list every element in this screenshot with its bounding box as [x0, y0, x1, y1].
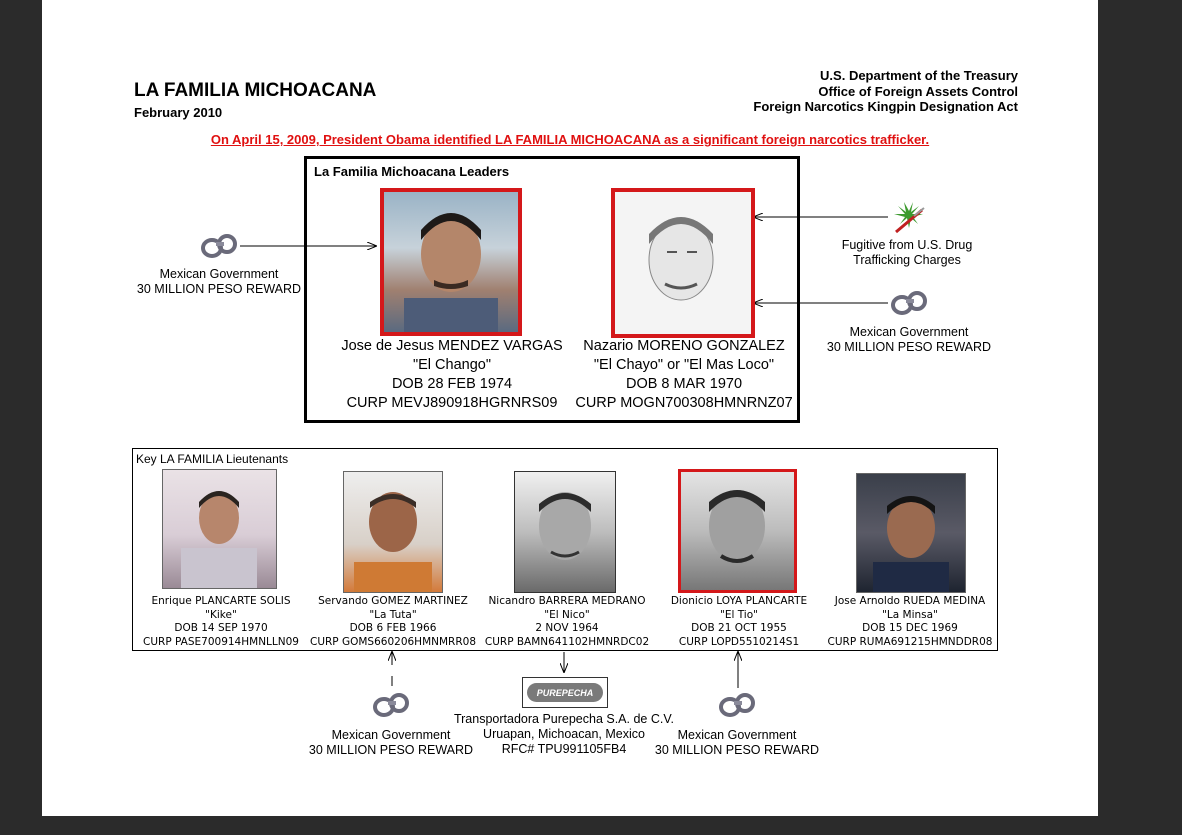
leader-sketch: [611, 188, 755, 338]
leader-curp: CURP MEVJ890918HGRNRS09: [346, 395, 558, 411]
lieutenant-curp: CURP RUMA691215HMNDDR08: [827, 635, 993, 648]
lieutenant-dob: 2 NOV 1964: [535, 622, 599, 634]
handcuffs-icon: [200, 231, 240, 263]
left-reward-note: [124, 267, 314, 297]
leader-name: Jose de Jesus MENDEZ VARGAS: [341, 338, 563, 354]
company-name: Transportadora Purepecha S.A. de C.V.: [453, 712, 675, 726]
lieutenant-curp: CURP BAMN641102HMNRDC02: [484, 635, 650, 648]
leader-info: [559, 337, 809, 413]
leader-alias: "El Chayo" or "El Mas Loco": [593, 357, 775, 373]
lieutenant-info: [479, 595, 655, 649]
lieutenant-alias: "El Nico": [544, 608, 590, 621]
lieutenant-curp: CURP PASE700914HMNLLN09: [143, 635, 299, 648]
lieutenant-curp: CURP GOMS660206HMNMRR08: [309, 635, 476, 648]
leader-curp: CURP MOGN700308HMNRNZ07: [575, 395, 793, 411]
person-sketch: [615, 192, 751, 334]
fugitive-line-1: Fugitive from U.S. Drug: [841, 238, 973, 252]
lieutenant-dob: DOB 6 FEB 1966: [349, 622, 437, 634]
bottom-reward-2-line-2: 30 MILLION PESO REWARD: [654, 743, 820, 757]
lieutenant-name: Enrique PLANCARTE SOLIS: [151, 595, 291, 607]
lieutenant-alias: "La Tuta": [369, 608, 417, 621]
lieutenant-dob: DOB 14 SEP 1970: [174, 622, 268, 634]
left-reward-line-2: 30 MILLION PESO REWARD: [136, 282, 302, 296]
bottom-reward-1-line-2: 30 MILLION PESO REWARD: [308, 743, 474, 757]
lieutenant-curp: CURP LOPD5510214S1: [678, 635, 800, 648]
fugitive-line-2: Trafficking Charges: [853, 253, 961, 267]
handcuffs-icon: [890, 288, 930, 320]
designation-banner: On April 15, 2009, President Obama identified LA FAMILIA MICHOACANA as a significant foreign narcotics trafficker.: [210, 132, 930, 147]
left-reward-line-1: Mexican Government: [159, 267, 279, 281]
lieutenant-photo: [678, 469, 797, 593]
person-portrait: [681, 472, 794, 590]
agency-line-2: Office of Foreign Assets Control: [818, 83, 1018, 99]
document-page: [42, 0, 1098, 816]
fugitive-note: [822, 238, 992, 268]
person-portrait: [857, 474, 965, 592]
lieutenant-dob: DOB 21 OCT 1955: [691, 622, 787, 634]
lieutenant-info: [133, 595, 309, 649]
lieutenant-photo: [343, 471, 443, 593]
lieutenant-photo: [162, 469, 277, 589]
lieutenants-title: Key LA FAMILIA Lieutenants: [136, 452, 289, 466]
leader-dob: DOB 8 MAR 1970: [625, 376, 743, 392]
lieutenant-info: [823, 595, 997, 649]
lieutenant-name: Servando GOMEZ MARTINEZ: [318, 595, 468, 607]
lieutenant-name: Jose Arnoldo RUEDA MEDINA: [834, 595, 986, 607]
leader-dob: DOB 28 FEB 1974: [391, 376, 513, 392]
document-date: February 2010: [134, 105, 223, 120]
person-portrait: [344, 472, 442, 592]
lieutenants-panel: [132, 448, 998, 651]
person-portrait: [515, 472, 615, 592]
person-portrait: [163, 470, 276, 588]
leader-photo: [380, 188, 522, 336]
lieutenant-photo: [856, 473, 966, 593]
company-rfc: RFC# TPU991105FB4: [501, 742, 627, 756]
lieutenant-dob: DOB 15 DEC 1969: [862, 622, 958, 634]
lieutenant-name: Nicandro BARRERA MEDRANO: [488, 595, 646, 607]
leader-name: Nazario MORENO GONZALEZ: [583, 338, 785, 354]
lieutenant-photo: [514, 471, 616, 593]
purepecha-logo: [522, 677, 608, 708]
agency-line-3: Foreign Narcotics Kingpin Designation Act: [753, 99, 1018, 114]
document-title: LA FAMILIA MICHOACANA: [134, 80, 377, 101]
lieutenant-info: [305, 595, 481, 649]
right-reward-note: [814, 325, 1004, 355]
leaders-title: La Familia Michoacana Leaders: [314, 164, 510, 179]
right-reward-line-1: Mexican Government: [849, 325, 969, 339]
lieutenant-name: Dionicio LOYA PLANCARTE: [670, 595, 808, 607]
lieutenant-alias: "El Tio": [720, 608, 758, 621]
bottom-reward-2-line-1: Mexican Government: [677, 728, 797, 742]
person-portrait: [384, 192, 518, 332]
handcuffs-icon: [372, 690, 412, 722]
lieutenant-alias: "La Minsa": [882, 608, 938, 621]
bottom-reward-1-line-1: Mexican Government: [331, 728, 451, 742]
bottom-reward-note-2: [642, 728, 832, 758]
company-address: Uruapan, Michoacan, Mexico: [483, 727, 645, 741]
leaders-panel: [304, 156, 800, 423]
agency-line-1: U.S. Department of the Treasury: [820, 68, 1018, 83]
leader-alias: "El Chango": [412, 357, 491, 373]
lieutenant-info: [651, 595, 827, 649]
marijuana-syringe-icon: [890, 198, 928, 234]
leader-info: [327, 337, 577, 413]
purepecha-logo-text: PUREPECHA: [527, 683, 603, 702]
handcuffs-icon: [718, 690, 758, 722]
right-reward-line-2: 30 MILLION PESO REWARD: [826, 340, 992, 354]
lieutenant-alias: "Kike": [205, 608, 237, 621]
